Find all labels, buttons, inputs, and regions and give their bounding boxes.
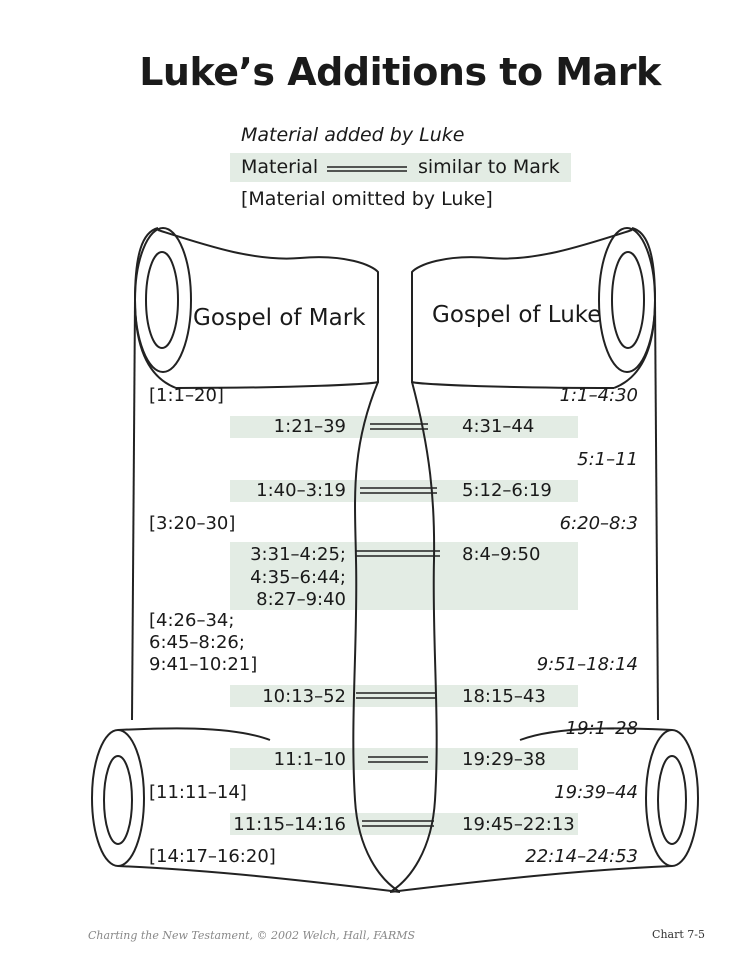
mark-omitted: [3:20–30]: [149, 513, 236, 534]
luke-similar: 4:31–44: [462, 416, 535, 437]
luke-added: 9:51–18:14: [536, 654, 638, 675]
luke-added: 19:39–44: [554, 782, 638, 803]
legend-similar-right: similar to Mark: [418, 156, 560, 178]
header-luke: Gospel of Luke: [432, 302, 602, 328]
mark-omitted: [4:26–34;: [149, 610, 235, 631]
luke-added: 1:1–4:30: [559, 385, 638, 406]
mark-similar: 11:1–10: [273, 749, 346, 770]
mark-similar: 1:21–39: [273, 416, 346, 437]
luke-added: 5:1–11: [577, 449, 638, 470]
mark-omitted: [1:1–20]: [149, 385, 224, 406]
luke-similar: 19:45–22:13: [462, 814, 575, 835]
legend-similar-left: Material: [241, 156, 319, 178]
mark-similar: 4:35–6:44;: [250, 567, 346, 588]
mark-omitted: 6:45–8:26;: [149, 632, 245, 653]
mark-omitted: 9:41–10:21]: [149, 654, 258, 675]
luke-added: 22:14–24:53: [525, 846, 638, 867]
mark-similar: 1:40–3:19: [256, 480, 346, 501]
footer-chart-number: Chart 7-5: [652, 928, 705, 941]
luke-similar: 19:29–38: [462, 749, 546, 770]
mark-similar: 3:31–4:25;: [250, 544, 346, 565]
mark-omitted: [11:11–14]: [149, 782, 247, 803]
luke-added: 19:1–28: [565, 718, 638, 739]
luke-similar: 18:15–43: [462, 686, 546, 707]
legend-added: Material added by Luke: [241, 124, 465, 146]
luke-similar: 5:12–6:19: [462, 480, 552, 501]
mark-similar: 11:15–14:16: [233, 814, 346, 835]
legend-omitted: [Material omitted by Luke]: [241, 188, 493, 210]
connector-lines: [356, 424, 440, 826]
luke-added: 6:20–8:3: [559, 513, 638, 534]
header-mark: Gospel of Mark: [193, 305, 366, 331]
page-title: Luke’s Additions to Mark: [139, 50, 661, 94]
footer-credit: Charting the New Testament, © 2002 Welch, Hall, FARMS: [88, 929, 416, 942]
mark-omitted: [14:17–16:20]: [149, 846, 276, 867]
luke-similar: 8:4–9:50: [462, 544, 541, 565]
mark-similar: 10:13–52: [262, 686, 346, 707]
mark-similar: 8:27–9:40: [256, 589, 346, 610]
